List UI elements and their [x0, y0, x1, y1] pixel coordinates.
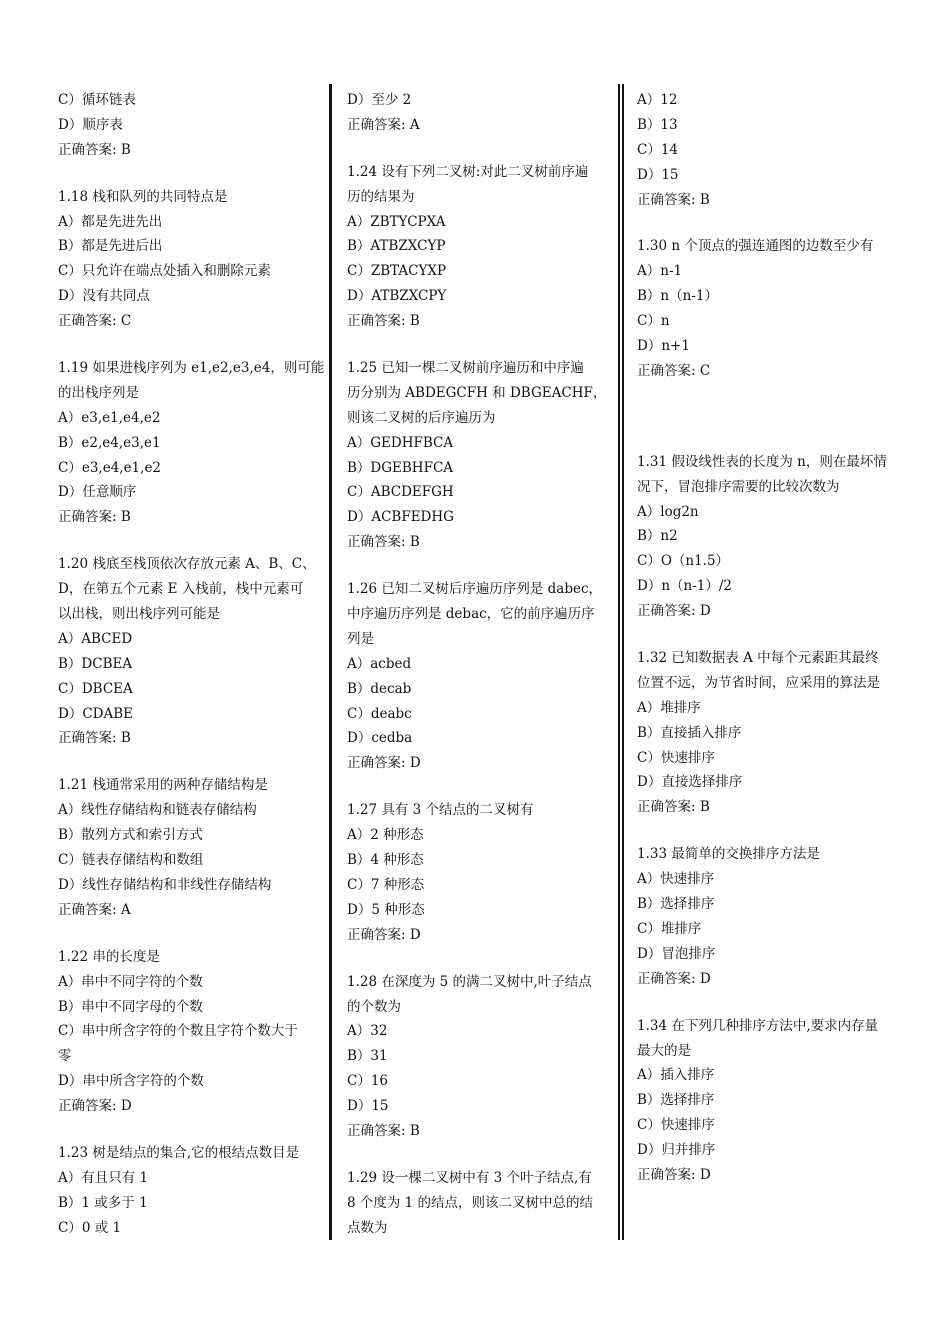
option-line: C）7 种形态: [347, 876, 425, 893]
answer-line: 正确答案: D: [58, 1098, 132, 1115]
answer-line: 正确答案: B: [637, 799, 710, 816]
answer-line: 正确答案: B: [347, 1122, 420, 1139]
spacer: [58, 530, 320, 552]
answer-line: 正确答案: B: [58, 730, 131, 747]
option-line: D）直接选择排序: [637, 774, 743, 791]
question-line: 1.33 最简单的交换排序方法是: [637, 846, 820, 863]
question-line: 1.32 已知数据表 A 中每个元素距其最终: [637, 650, 879, 667]
text-line: 列是: [347, 630, 374, 647]
question-line: 1.20 栈底至栈顶依次存放元素 A、B、C、: [58, 556, 316, 573]
answer-line: 正确答案: B: [347, 313, 420, 330]
column-middle: [347, 88, 609, 1241]
option-line: D）线性存储结构和非线性存储结构: [58, 876, 272, 893]
option-line: D）n+1: [637, 338, 690, 355]
option-line: B）decab: [347, 680, 412, 697]
text-line: 零: [58, 1048, 72, 1065]
question-line: 1.31 假设线性表的长度为 n，则在最坏情: [637, 453, 887, 470]
spacer: [637, 820, 899, 842]
question-line: 1.29 设一棵二叉树中有 3 个叶子结点,有: [347, 1169, 592, 1186]
answer-line: 正确答案: D: [347, 926, 421, 943]
text-line: 位置不远，为节省时间，应采用的算法是: [637, 674, 880, 691]
option-line: B）直接插入排序: [637, 724, 742, 741]
option-line: A）都是先进先出: [58, 213, 163, 230]
text-line: 况下，冒泡排序需要的比较次数为: [637, 478, 840, 495]
option-line: A）n-1: [637, 263, 683, 280]
question-line: 1.27 具有 3 个结点的二叉树有: [347, 802, 534, 819]
question-line: 1.26 已知二叉树后序遍历序列是 dabec，: [347, 581, 603, 598]
option-line: C）0 或 1: [58, 1219, 122, 1236]
column-divider-double-left: [618, 84, 620, 1240]
option-line: C）循环链表: [58, 92, 136, 108]
answer-line: 正确答案: B: [58, 141, 131, 158]
option-line: B）13: [637, 116, 678, 133]
spacer: [58, 923, 320, 945]
option-line: C）DBCEA: [58, 680, 133, 697]
option-line: D）顺序表: [58, 116, 123, 133]
option-line: A）e3,e1,e4,e2: [58, 409, 161, 426]
option-line: A）GEDHFBCA: [347, 434, 454, 451]
option-line: D）归并排序: [637, 1142, 716, 1159]
option-line: B）DCBEA: [58, 655, 133, 672]
question-line: 1.21 栈通常采用的两种存储结构是: [58, 777, 268, 794]
spacer: [58, 1119, 320, 1141]
option-line: D）至少 2: [347, 92, 412, 108]
question-line: 1.24 设有下列二叉树:对此二叉树前序遍: [347, 163, 589, 180]
option-line: B）n（n-1）: [637, 288, 718, 305]
option-line: C）ZBTACYXP: [347, 263, 447, 280]
answer-line: 正确答案: C: [58, 313, 132, 330]
spacer: [347, 555, 609, 577]
answer-line: 正确答案: B: [347, 534, 420, 551]
option-line: C）14: [637, 141, 679, 158]
option-line: C）快速排序: [637, 749, 715, 766]
spacer: [347, 334, 609, 356]
option-line: B）1 或多于 1: [58, 1194, 148, 1211]
spacer: [347, 776, 609, 798]
option-line: C）快速排序: [637, 1117, 715, 1134]
option-line: A）线性存储结构和链表存储结构: [58, 802, 257, 819]
option-line: A）32: [347, 1023, 388, 1040]
option-line: D）n（n-1）/2: [637, 578, 733, 595]
option-line: D）15: [347, 1098, 389, 1115]
text-line: 则该二叉树的后序遍历为: [347, 409, 496, 426]
question-line: 1.28 在深度为 5 的满二叉树中,叶子结点: [347, 973, 592, 990]
question-line: 1.25 已知一棵二叉树前序遍历和中序遍: [347, 360, 584, 377]
option-line: A）12: [637, 92, 678, 108]
option-line: A）快速排序: [637, 871, 715, 888]
question-line: 1.30 n 个顶点的强连通图的边数至少有: [637, 238, 874, 255]
option-line: B）e2,e4,e3,e1: [58, 434, 161, 451]
option-line: B）选择排序: [637, 896, 715, 913]
option-line: C）deabc: [347, 705, 412, 722]
column-left: [58, 88, 325, 1241]
answer-line: 正确答案: B: [637, 191, 710, 208]
option-line: D）任意顺序: [58, 484, 137, 501]
text-line: D，在第五个元素 E 入栈前，栈中元素可: [58, 581, 304, 598]
option-line: B）4 种形态: [347, 852, 424, 869]
answer-line: 正确答案: D: [637, 603, 711, 620]
answer-line: 正确答案: D: [637, 1166, 711, 1183]
option-line: A）2 种形态: [347, 827, 424, 844]
answer-line: 正确答案: D: [637, 970, 711, 987]
option-line: A）ABCED: [58, 630, 133, 647]
spacer: [637, 992, 899, 1014]
text-line: 最大的是: [637, 1042, 691, 1059]
option-line: C）n: [637, 313, 670, 330]
question-line: 1.19 如果进栈序列为 e1,e2,e3,e4，则可能: [58, 360, 325, 377]
text-line: 的个数为: [347, 998, 401, 1015]
question-line: 1.23 树是结点的集合,它的根结点数目是: [58, 1144, 300, 1161]
option-line: A）堆排序: [637, 699, 701, 716]
spacer: [58, 163, 320, 185]
question-line: 1.34 在下列几种排序方法中,要求内存量: [637, 1017, 879, 1034]
option-line: B）31: [347, 1048, 388, 1065]
answer-line: 正确答案: A: [347, 116, 420, 133]
option-line: B）n2: [637, 528, 678, 545]
spacer: [637, 624, 899, 646]
spacer: [637, 406, 899, 428]
option-line: A）串中不同字符的个数: [58, 973, 203, 990]
column-divider: [329, 84, 332, 1240]
option-line: C）ABCDEFGH: [347, 484, 454, 501]
option-line: C）e3,e4,e1,e2: [58, 459, 162, 476]
option-line: B）都是先进后出: [58, 238, 163, 255]
question-line: 1.18 栈和队列的共同特点是: [58, 188, 228, 205]
text-line: 以出栈，则出栈序列可能是: [58, 606, 220, 623]
option-line: B）DGEBHFCA: [347, 459, 454, 476]
column-divider-double-right: [622, 84, 624, 1240]
option-line: A）acbed: [347, 655, 412, 672]
answer-line: 正确答案: C: [637, 362, 711, 379]
spacer: [58, 334, 320, 356]
text-line: 中序遍历序列是 debac，它的前序遍历序: [347, 606, 595, 623]
spacer: [58, 751, 320, 773]
option-line: D）冒泡排序: [637, 945, 716, 962]
option-line: D）没有共同点: [58, 288, 150, 305]
option-line: A）有且只有 1: [58, 1169, 149, 1186]
text-line: 8 个度为 1 的结点，则该二叉树中总的结: [347, 1194, 594, 1211]
spacer: [637, 384, 899, 406]
option-line: C）串中所含字符的个数且字符个数大于: [58, 1023, 298, 1040]
text-line: 历的结果为: [347, 188, 415, 205]
answer-line: 正确答案: B: [58, 509, 131, 526]
option-line: A）log2n: [637, 503, 699, 520]
option-line: D）5 种形态: [347, 901, 425, 918]
question-line: 1.22 串的长度是: [58, 948, 160, 965]
spacer: [637, 428, 899, 450]
option-line: C）链表存储结构和数组: [58, 852, 204, 869]
option-line: B）ATBZXCYP: [347, 238, 446, 255]
option-line: D）15: [637, 166, 679, 183]
option-line: A）ZBTYCPXA: [347, 213, 446, 230]
option-line: C）堆排序: [637, 920, 702, 937]
spacer: [347, 948, 609, 970]
option-line: D）ACBFEDHG: [347, 509, 454, 526]
spacer: [347, 1144, 609, 1166]
option-line: D）CDABE: [58, 705, 134, 722]
option-line: B）串中不同字母的个数: [58, 998, 203, 1015]
text-line: 点数为: [347, 1219, 388, 1236]
answer-line: 正确答案: A: [58, 901, 131, 918]
option-line: D）cedba: [347, 730, 413, 747]
option-line: B）散列方式和索引方式: [58, 827, 203, 844]
option-line: C）只允许在端点处插入和删除元素: [58, 263, 271, 280]
spacer: [637, 212, 899, 234]
text-line: 历分别为 ABDEGCFH 和 DBGEACHF，: [347, 384, 607, 401]
option-line: A）插入排序: [637, 1067, 715, 1084]
option-line: D）ATBZXCPY: [347, 288, 447, 305]
text-line: 的出栈序列是: [58, 384, 139, 401]
spacer: [347, 138, 609, 160]
option-line: D）串中所含字符的个数: [58, 1073, 204, 1090]
column-right: [637, 88, 899, 1188]
option-line: C）O（n1.5）: [637, 553, 730, 570]
option-line: C）16: [347, 1073, 389, 1090]
option-line: B）选择排序: [637, 1092, 715, 1109]
answer-line: 正确答案: D: [347, 755, 421, 772]
